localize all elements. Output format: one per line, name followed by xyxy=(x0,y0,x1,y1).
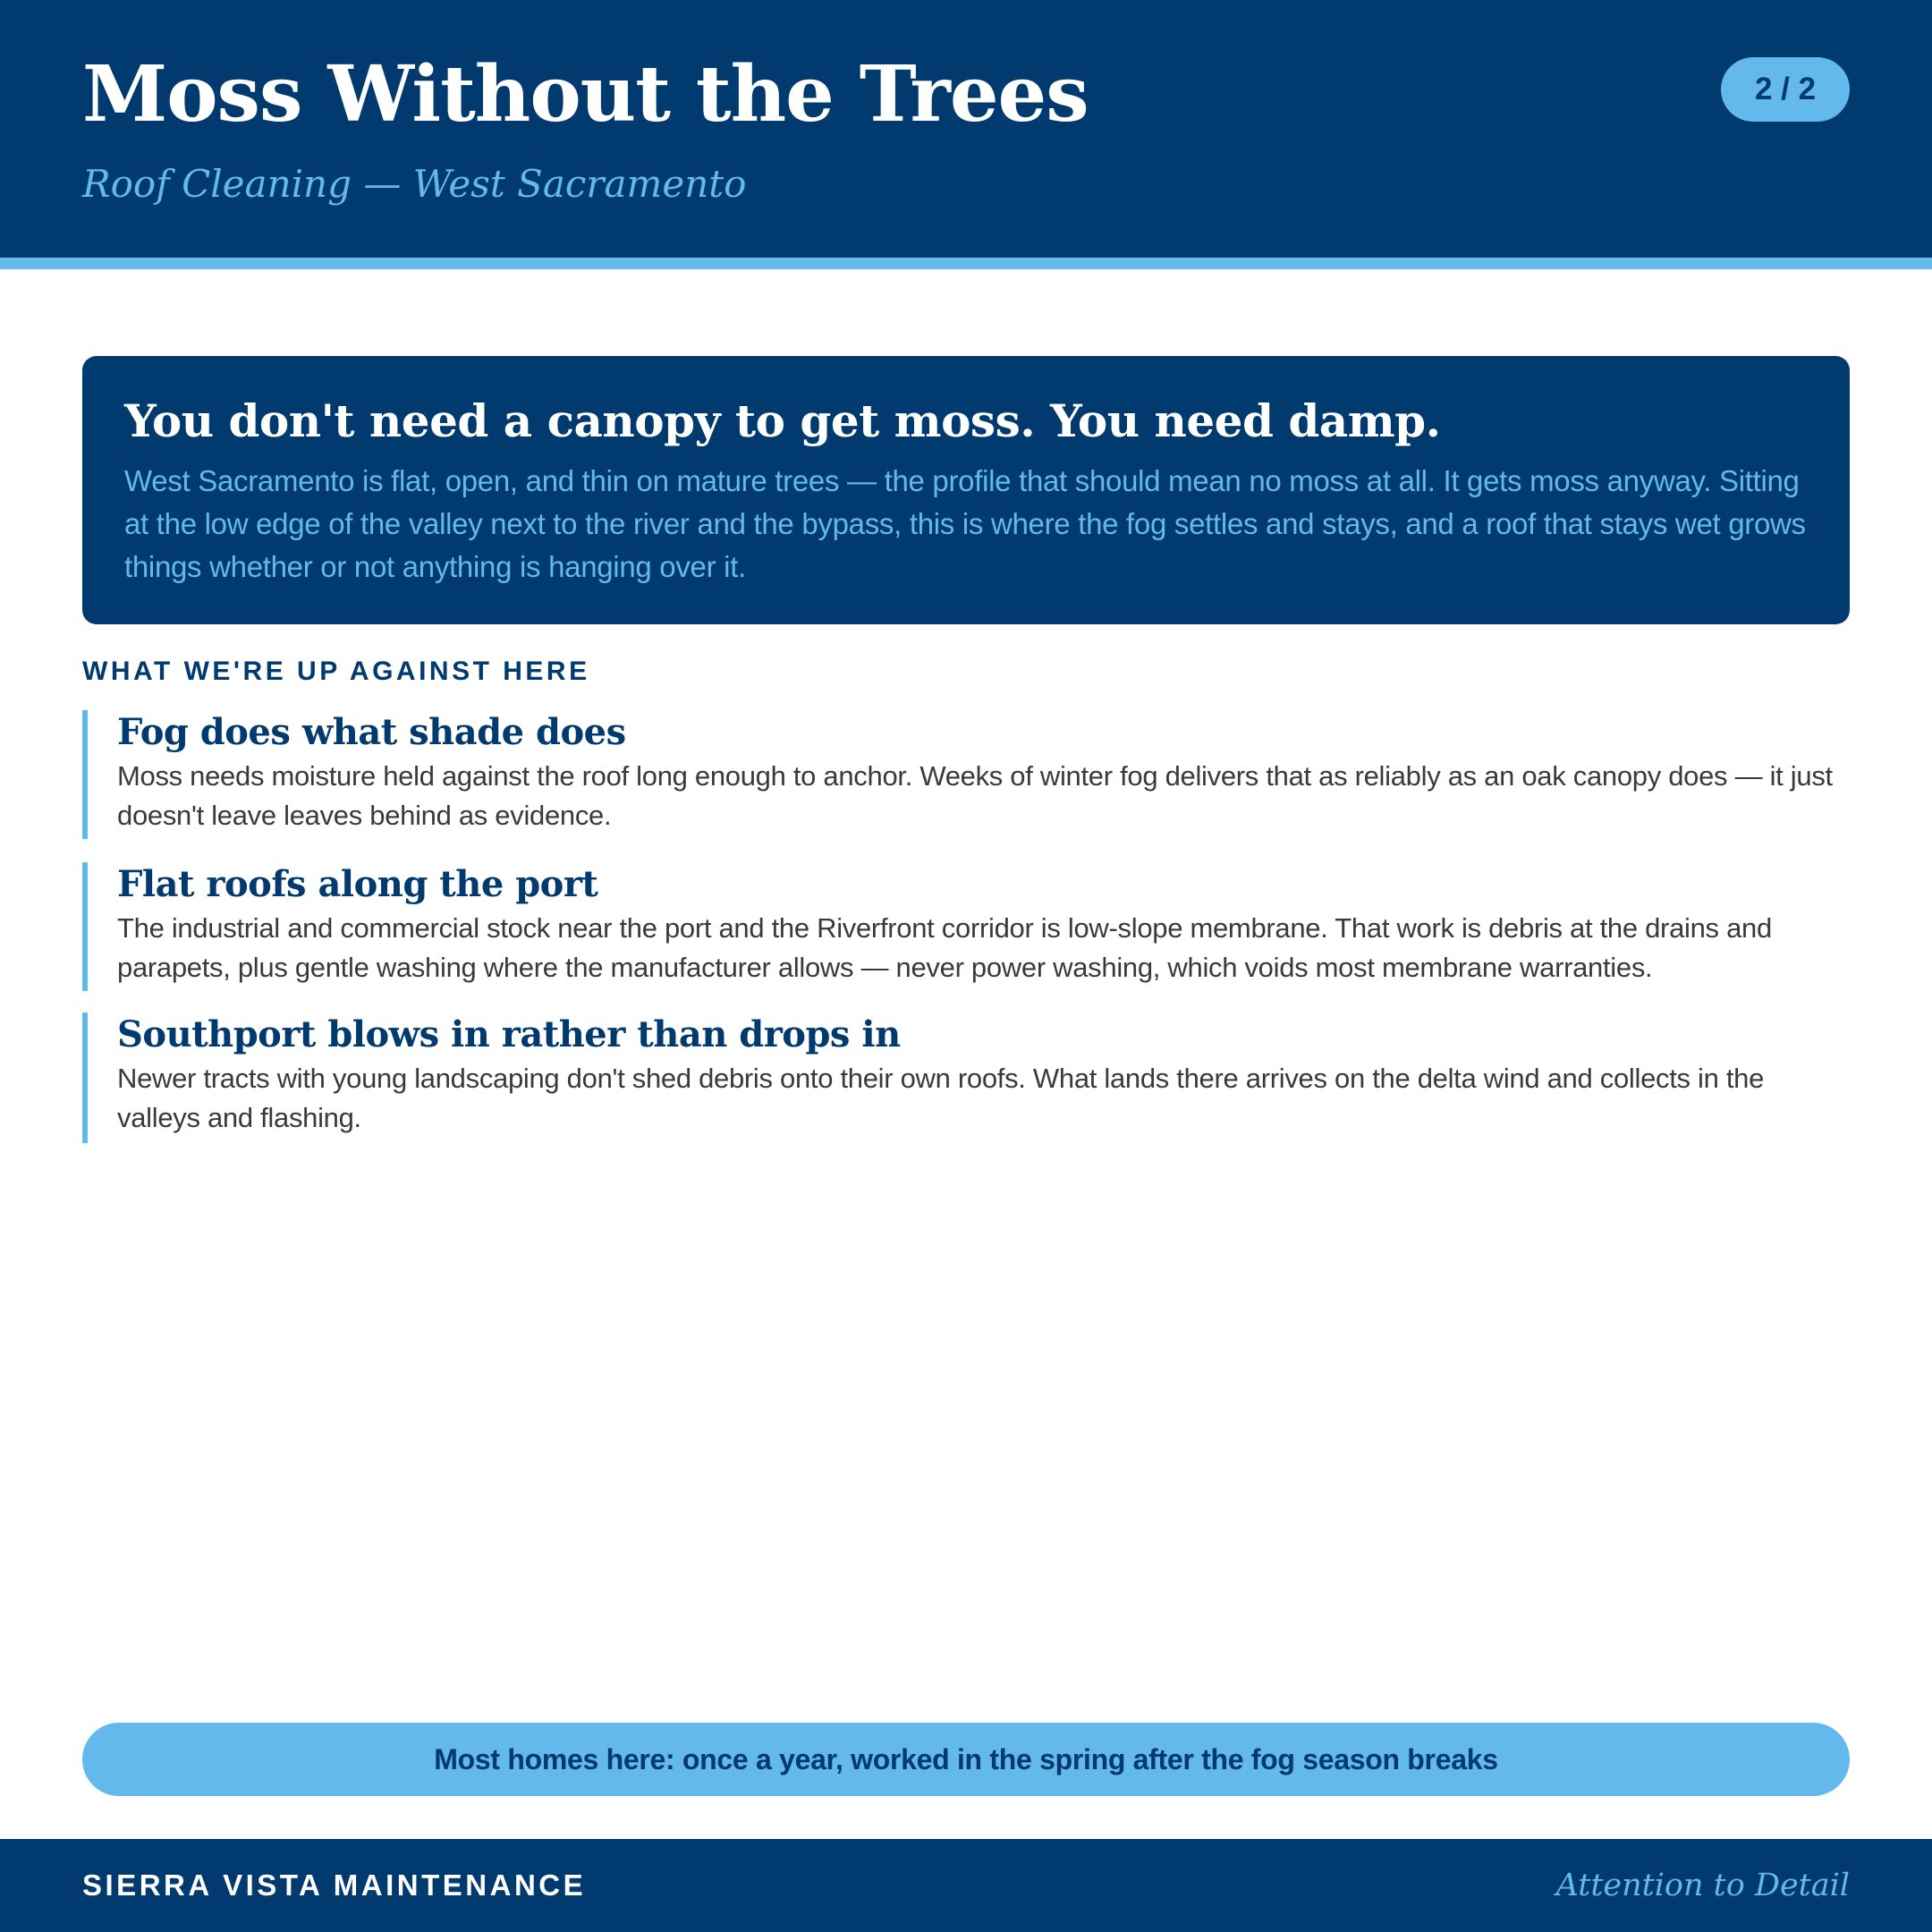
item-title: Fog does what shade does xyxy=(117,711,626,753)
item-body: Newer tracts with young landscaping don't shed debris onto their own roofs. What lands there arrives on the delta wind and collects in the valleys and flashing. xyxy=(117,1063,1765,1133)
page-footer xyxy=(0,1839,1932,1932)
footer-brand-name: SIERRA VISTA MAINTENANCE xyxy=(82,1868,587,1902)
item-title: Southport blows in rather than drops in xyxy=(117,1013,901,1055)
list-item xyxy=(82,1013,1850,1143)
item-body: Moss needs moisture held against the roof long enough to anchor. Weeks of winter fog delivers that as reliably as an oak canopy does — it just doesn't leave leaves behind as evidence. xyxy=(117,760,1833,831)
item-title: Flat roofs along the port xyxy=(117,863,598,905)
frequency-callout-banner: Most homes here: once a year, worked in the spring after the fog season breaks xyxy=(82,1723,1850,1796)
header-accent-stripe xyxy=(0,258,1932,269)
list-item xyxy=(82,862,1850,991)
intro-heading: You don't need a canopy to get moss. You need damp. xyxy=(124,394,1441,447)
intro-body: West Sacramento is flat, open, and thin on mature trees — the profile that should mean no moss at all. It gets moss anyway. Sitting at the low edge of the valley next to the river and the bypass, this is where the fog settles and stays, and a roof that stays wet grows things whether or not anything is hanging over it. xyxy=(124,464,1806,583)
page-indicator-badge: 2 / 2 xyxy=(1721,57,1850,122)
footer-tagline: Attention to Detail xyxy=(1555,1868,1850,1903)
list-item xyxy=(82,710,1850,839)
page-title: Moss Without the Trees xyxy=(82,49,1089,140)
item-body: The industrial and commercial stock near the port and the Riverfront corridor is low-slope membrane. That work is debris at the drains and parapets, plus gentle washing where the manufacturer allows — never power washing, which voids most membrane warranties. xyxy=(117,912,1772,983)
intro-callout xyxy=(82,356,1850,624)
page-subtitle: Roof Cleaning — West Sacramento xyxy=(82,162,747,206)
page-header xyxy=(0,0,1932,258)
section-label: WHAT WE'RE UP AGAINST HERE xyxy=(82,657,590,686)
